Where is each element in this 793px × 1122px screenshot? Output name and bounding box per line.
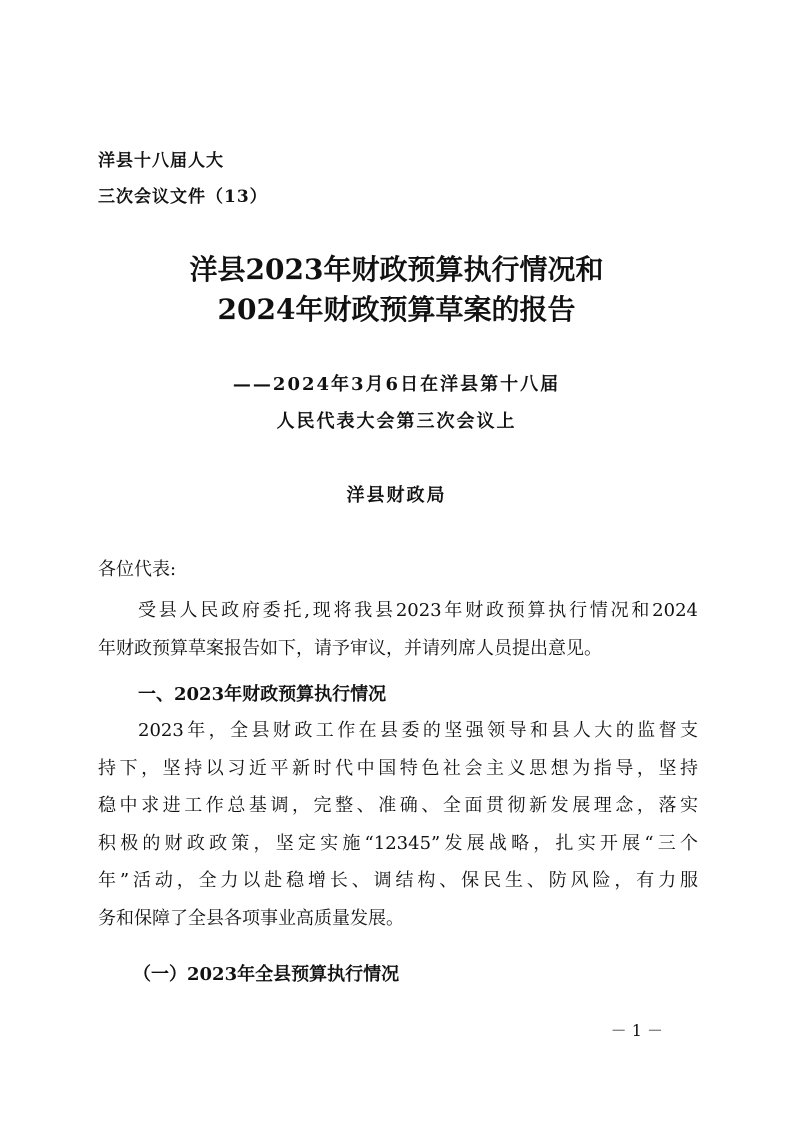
paragraph1-line-3: 稳中求进工作总基调，完整、准确、全面贯彻新发展理念，落实: [98, 795, 698, 816]
body-paragraph-1: [98, 712, 698, 937]
document-title-line-2: 2024年财政预算草案的报告: [217, 293, 576, 326]
intro-line-2: 年财政预算草案报告如下，请予审议，并请列席人员提出意见。: [98, 637, 602, 659]
document-subtitle-line-2: 人民代表大会第三次会议上: [276, 411, 517, 432]
body-salutation: [98, 551, 698, 589]
body-intro-paragraph: [98, 592, 698, 667]
section-heading-1: 一、2023年财政预算执行情况: [138, 684, 387, 705]
subsection-heading-1: （一）2023年全县预算执行情况: [133, 964, 400, 985]
document-header-session: 洋县十八届人大: [98, 151, 224, 171]
page-number: － 1 －: [610, 1021, 663, 1040]
salutation-text: 各位代表:: [98, 559, 177, 580]
document-author: 洋县财政局: [346, 485, 447, 506]
paragraph1-line-2: 持下，坚持以习近平新时代中国特色社会主义思想为指导，坚持: [98, 757, 698, 779]
paragraph1-line-6: 务和保障了全县各项事业高质量发展。: [98, 907, 404, 929]
intro-line-1: 受县人民政府委托,现将我县2023年财政预算执行情况和2024: [138, 600, 698, 621]
document-title-line-1: 洋县2023年财政预算执行情况和: [189, 253, 604, 286]
document-header-file-number: 三次会议文件（13）: [98, 187, 268, 207]
paragraph1-line-5: 年”活动，全力以赴稳增长、调结构、保民生、防风险，有力服: [98, 870, 698, 891]
paragraph1-line-1: 2023年，全县财政工作在县委的坚强领导和县人大的监督支: [138, 720, 698, 741]
paragraph1-line-4: 积极的财政政策，坚定实施“12345”发展战略，扎实开展“三个: [98, 832, 698, 854]
document-subtitle-line-1: ——2024年3月6日在洋县第十八届: [232, 374, 561, 395]
